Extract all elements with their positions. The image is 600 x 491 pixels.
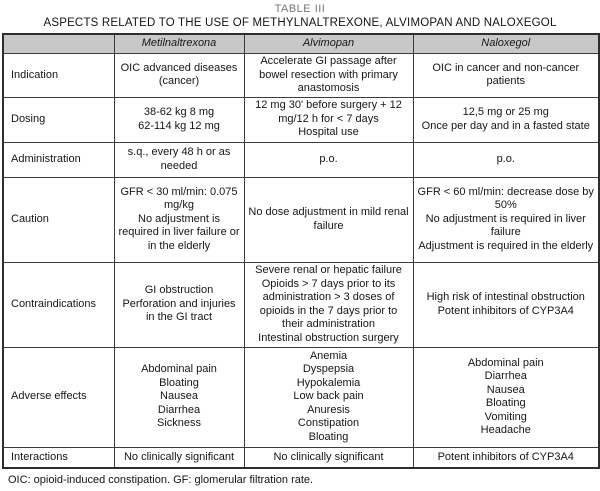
cell-line: GFR < 60 ml/min: decrease dose by 50% bbox=[417, 185, 594, 212]
cell-line: High risk of intestinal obstruction bbox=[426, 291, 585, 303]
row-label-interactions: Interactions bbox=[3, 447, 114, 468]
cell-line: Hypokalemia bbox=[296, 376, 361, 389]
cell-caution-metilnaltrexona bbox=[114, 177, 244, 262]
row-label-adverse-effects: Adverse effects bbox=[3, 347, 114, 447]
column-header-naloxegol: Naloxegol bbox=[413, 34, 599, 54]
cell-line: Constipation bbox=[297, 417, 360, 430]
cell-line: 62-114 kg 12 mg bbox=[138, 119, 220, 132]
table-row-contraindications bbox=[3, 262, 599, 347]
table-row-caution bbox=[3, 177, 599, 262]
cell-line: 38-62 kg 8 mg bbox=[143, 106, 215, 118]
cell-line: No clinically significant bbox=[273, 450, 384, 463]
cell-line: Anuresis bbox=[307, 403, 350, 416]
row-label-caution: Caution bbox=[3, 177, 114, 262]
cell-line: Vomiting bbox=[484, 410, 527, 423]
cell-line: Abdominal pain bbox=[467, 356, 544, 369]
row-label-contraindications: Contraindications bbox=[3, 262, 114, 347]
cell-adverse-effects-naloxegol bbox=[413, 347, 599, 447]
cell-line: Accelerate GI passage after bowel resection with primary anastomosis bbox=[259, 55, 398, 94]
column-header-metilnaltrexona: Metilnaltrexona bbox=[114, 34, 244, 54]
cell-indication-alvimopan bbox=[244, 54, 413, 98]
row-label-administration: Administration bbox=[3, 142, 114, 177]
cell-line: OIC advanced diseases (cancer) bbox=[120, 61, 238, 88]
cell-line: Bloating bbox=[159, 376, 199, 389]
cell-administration-metilnaltrexona bbox=[114, 142, 244, 177]
cell-line: Nausea bbox=[160, 390, 198, 403]
cell-dosing-naloxegol bbox=[413, 97, 599, 142]
header-row bbox=[3, 34, 599, 54]
cell-line: Bloating bbox=[485, 397, 526, 409]
cell-line: Hospital use bbox=[298, 126, 359, 139]
drug-comparison-table bbox=[2, 33, 600, 469]
table-row-dosing bbox=[3, 97, 599, 142]
cell-line: Intestinal obstruction surgery bbox=[258, 331, 399, 344]
table-row-administration bbox=[3, 142, 599, 177]
cell-line: Once per day and in a fasted state bbox=[421, 119, 590, 132]
table-row-adverse-effects bbox=[3, 347, 599, 447]
cell-line: Severe renal or hepatic failure bbox=[255, 264, 402, 276]
table-caption: ASPECTS RELATED TO THE USE OF METHYLNALTREXONE, ALVIMOPAN AND NALOXEGOL bbox=[43, 17, 557, 29]
cell-administration-alvimopan bbox=[244, 142, 413, 177]
cell-interactions-metilnaltrexona bbox=[114, 447, 244, 468]
cell-line: No dose adjustment in mild renal failure bbox=[248, 206, 409, 232]
cell-caution-alvimopan bbox=[244, 177, 413, 262]
cell-line: Perforation and injuries in the GI tract bbox=[122, 297, 236, 324]
corner-cell bbox=[3, 34, 114, 54]
cell-dosing-alvimopan bbox=[244, 97, 413, 142]
row-label-indication: Indication bbox=[3, 54, 114, 98]
cell-caution-naloxegol bbox=[413, 177, 599, 262]
abbreviations-footnote: OIC: opioid-induced constipation. GF: glomerular filtration rate. bbox=[8, 474, 314, 486]
cell-line: 12 mg 30' before surgery + 12 mg/12 h for < 7 days bbox=[255, 99, 402, 125]
cell-line: Nausea bbox=[486, 383, 525, 396]
column-header-alvimopan: Alvimopan bbox=[244, 34, 413, 54]
cell-indication-naloxegol bbox=[413, 54, 599, 98]
cell-line: Headache bbox=[480, 424, 531, 436]
cell-line: Adjustment is required in the elderly bbox=[418, 239, 594, 252]
cell-interactions-alvimopan bbox=[244, 447, 413, 468]
cell-contraindications-metilnaltrexona bbox=[114, 262, 244, 347]
table-row-interactions bbox=[3, 447, 599, 468]
cell-contraindications-naloxegol bbox=[413, 262, 599, 347]
cell-interactions-naloxegol bbox=[413, 447, 599, 468]
cell-line: p.o. bbox=[319, 152, 338, 165]
cell-line: Anemia bbox=[309, 349, 348, 362]
table-number: TABLE III bbox=[274, 3, 326, 15]
cell-line: Potent inhibitors of CYP3A4 bbox=[437, 304, 574, 317]
cell-line: Opioids > 7 days prior to its administration > 3 doses of opioids in the 7 days prior to their administration bbox=[259, 277, 398, 330]
cell-line: Diarrhea bbox=[484, 370, 527, 382]
row-label-dosing: Dosing bbox=[3, 97, 114, 142]
cell-adverse-effects-alvimopan bbox=[244, 347, 413, 447]
cell-line: Dyspepsia bbox=[302, 363, 355, 376]
cell-line: OIC in cancer and non-cancer patients bbox=[432, 61, 580, 88]
cell-line: GI obstruction bbox=[144, 284, 214, 297]
cell-line: Low back pain bbox=[293, 390, 364, 403]
cell-administration-naloxegol bbox=[413, 142, 599, 177]
cell-line: Bloating bbox=[308, 430, 349, 443]
cell-line: No clinically significant bbox=[123, 450, 235, 463]
cell-line: GFR < 30 ml/min: 0.075 mg/kg bbox=[120, 185, 238, 212]
cell-line: Potent inhibitors of CYP3A4 bbox=[437, 450, 574, 463]
cell-dosing-metilnaltrexona bbox=[114, 97, 244, 142]
cell-line: Abdominal pain bbox=[141, 363, 217, 376]
cell-indication-metilnaltrexona bbox=[114, 54, 244, 98]
table-body bbox=[3, 54, 599, 469]
cell-adverse-effects-metilnaltrexona bbox=[114, 347, 244, 447]
cell-line: 12,5 mg or 25 mg bbox=[462, 106, 549, 118]
cell-line: Diarrhea bbox=[157, 403, 201, 416]
cell-line: p.o. bbox=[496, 152, 515, 165]
table-row-indication bbox=[3, 54, 599, 98]
cell-line: No adjustment is required in liver failure bbox=[425, 212, 586, 239]
cell-contraindications-alvimopan bbox=[244, 262, 413, 347]
cell-line: s.q., every 48 h or as needed bbox=[127, 146, 231, 172]
cell-line: No adjustment is required in liver failure or in the elderly bbox=[118, 212, 240, 252]
cell-line: Sickness bbox=[156, 417, 202, 430]
